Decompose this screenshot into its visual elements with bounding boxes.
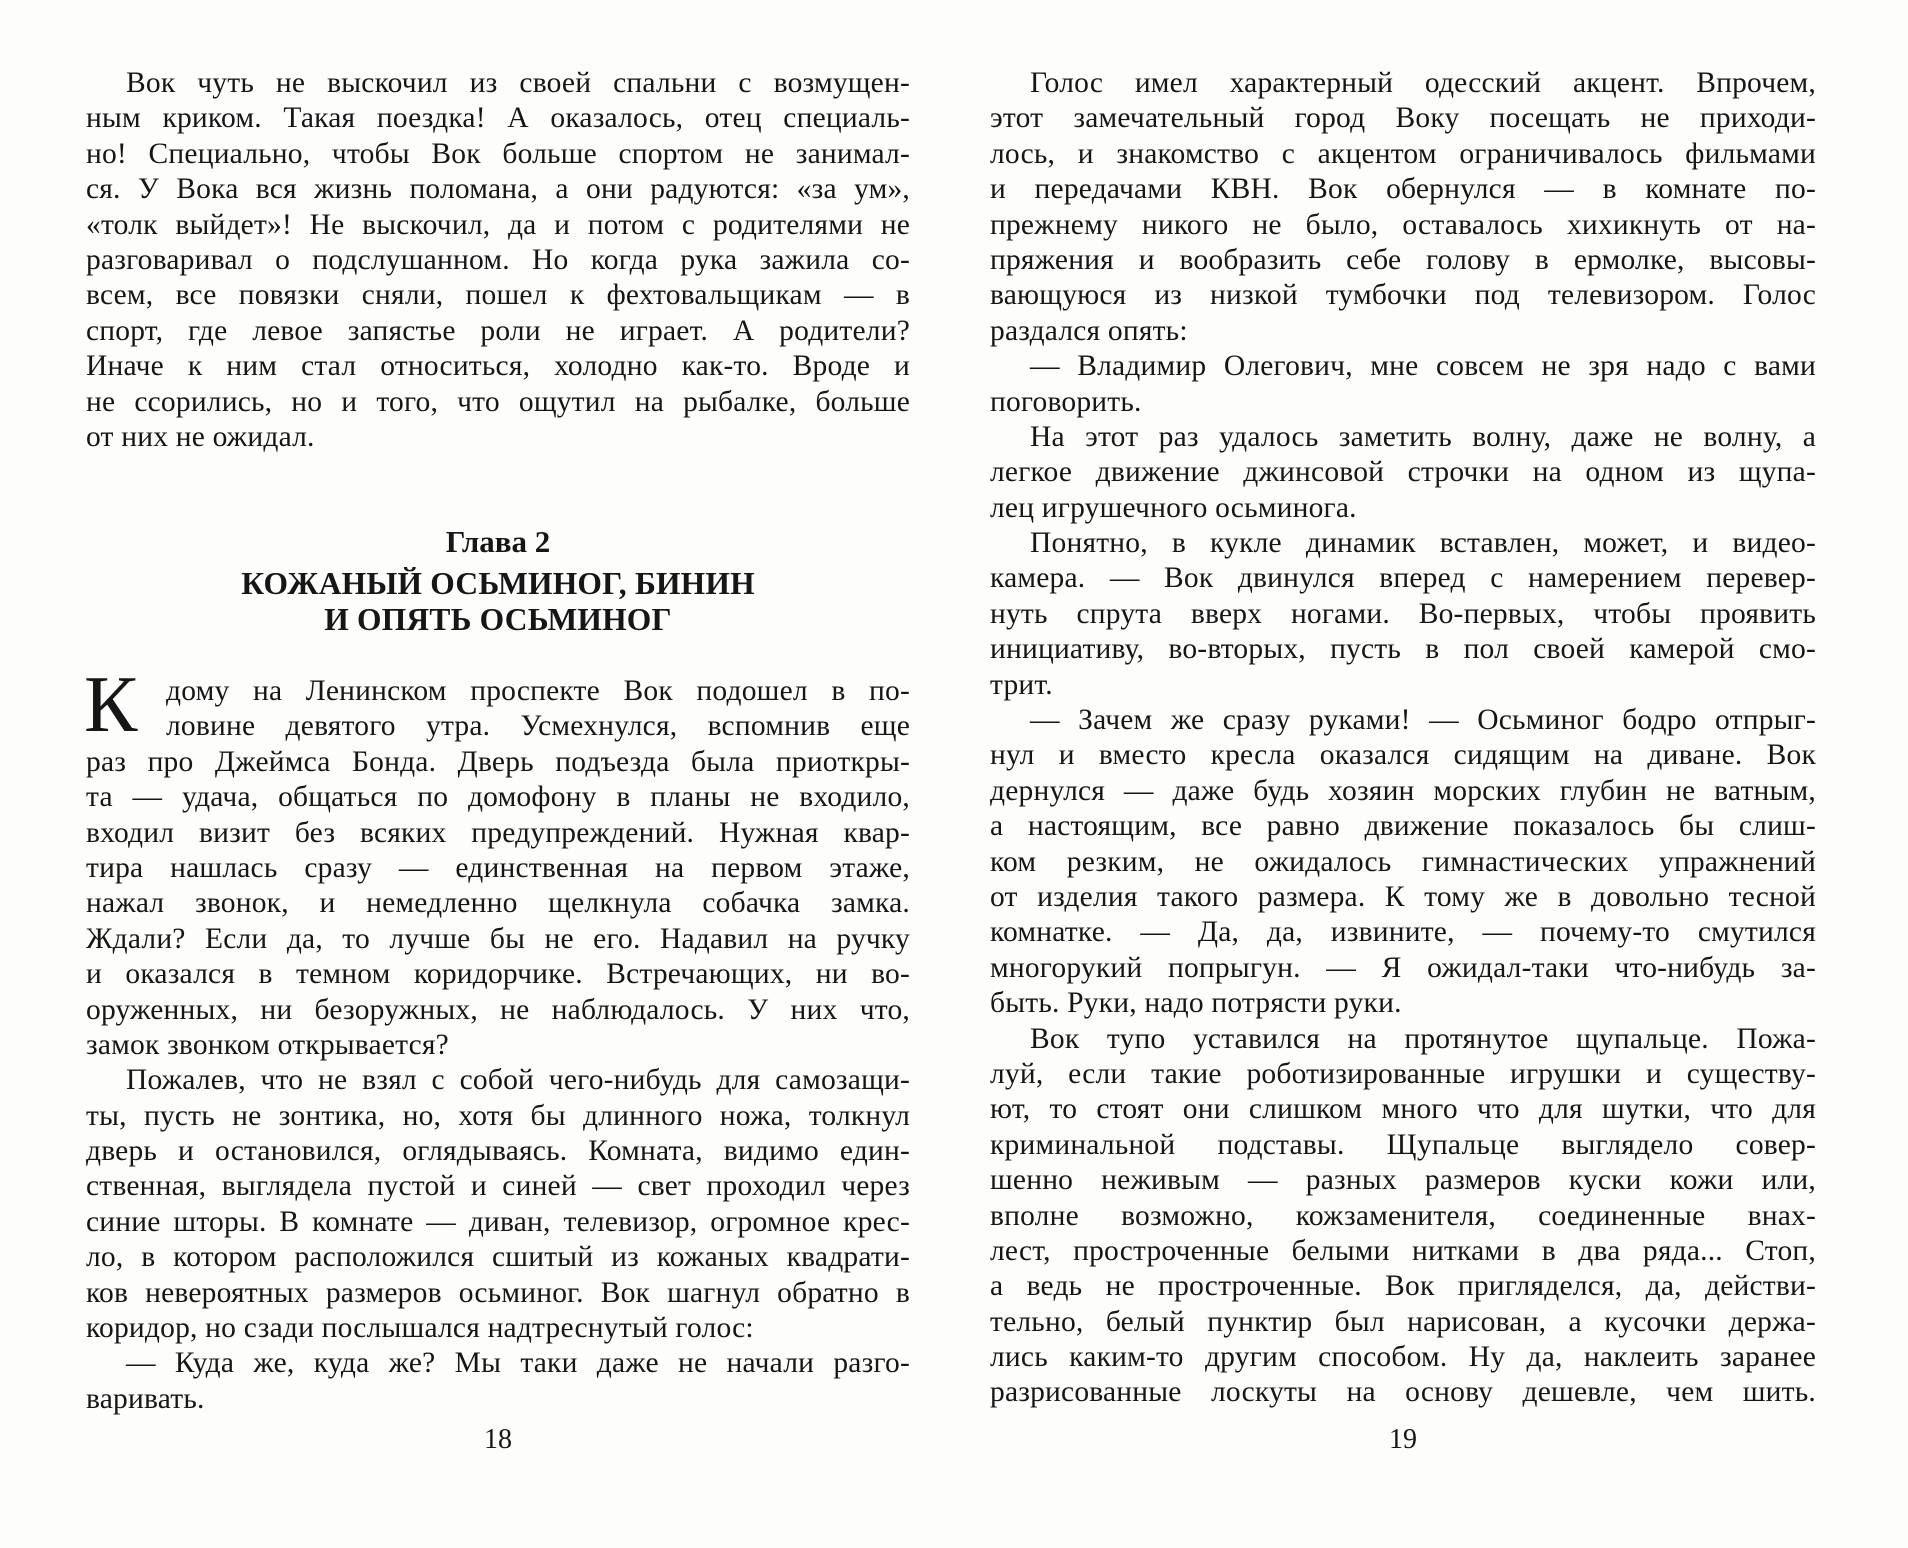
text-line: — Зачем же сразу руками! — Осьминог бодро отпрыг- <box>1030 704 1816 737</box>
text-line: многорукий попрыгун. — Я ожидал-таки что-нибудь за- <box>990 951 1816 984</box>
text-line: На этот раз удалось заметить волну, даже не волну, а <box>1030 420 1816 453</box>
text-line: раз про Джеймса Бонда. Дверь подъезда была приоткры- <box>86 745 910 778</box>
text-line: Вок тупо уставился на протянутое щупальце. Пожа- <box>1030 1022 1816 1055</box>
text-line: всем, все повязки сняли, пошел к фехтовальщикам — в <box>86 279 910 312</box>
paragraph <box>990 66 1816 1411</box>
page-number-right: 19 <box>1389 1424 1417 1455</box>
text-line: ственная, выглядела пустой и синей — свет проходил через <box>86 1170 910 1203</box>
text-line: камера. — Вок двинулся вперед с намерением перевер- <box>990 562 1816 595</box>
text-line: тира нашлась сразу — единственная на первом этаже, <box>86 851 910 884</box>
text-line: Вок чуть не выскочил из своей спальни с возмущен- <box>126 67 910 99</box>
text-line: ют, то стоят они слишком много что для шутки, что для <box>990 1093 1816 1126</box>
paragraph-lines <box>86 674 910 1417</box>
text-line: прежнему никого не было, оставалось хихикнуть от на- <box>990 208 1816 241</box>
paragraph <box>84 661 910 1417</box>
text-line: лец игрушечного осьминога. <box>990 491 1357 524</box>
text-line: дверь и остановился, оглядываясь. Комната, видимо един- <box>86 1135 910 1168</box>
text-line: легкое движение джинсовой строчки на одном из щупа- <box>990 456 1816 489</box>
text-line: от них не ожидал. <box>86 420 315 453</box>
text-line: нул и вместо кресла оказался сидящим на диване. Вок <box>990 739 1816 772</box>
text-line: та — удача, общаться по домофону в планы не входило, <box>86 781 910 814</box>
text-line: пряжения и вообразить себе голову в ермолке, высовы- <box>990 243 1816 276</box>
text-line: коридор, но сзади послышался надтреснутый голос: <box>86 1312 754 1345</box>
text-line: «толк выйдет»! Не выскочил, да и потом с родителями не <box>86 208 910 241</box>
page-number-left: 18 <box>484 1424 512 1455</box>
text-line: быть. Руки, надо потрясти руки. <box>990 987 1402 1020</box>
text-line: а настоящим, все равно движение показалось бы слиш- <box>990 810 1816 843</box>
text-line: Пожалев, что не взял с собой чего-нибудь для самозащи- <box>126 1064 910 1097</box>
text-line: ком резким, не ожидалось гимнастических упражнений <box>990 845 1816 878</box>
text-line: шенно неживым — разных размеров куски кожи или, <box>990 1164 1816 1197</box>
text-line: ло, в котором расположился сшитый из кожаных квадрати- <box>86 1241 910 1274</box>
text-line: тельно, белый пунктир был нарисован, а кусочки держа- <box>990 1305 1816 1338</box>
text-line: а ведь не простроченные. Вок пригляделся, да, действи- <box>990 1270 1816 1303</box>
text-line: ся. У Вока вся жизнь поломана, а они радуются: «за ум», <box>86 173 910 206</box>
text-line: ков невероятных размеров осьминог. Вок шагнул обратно в <box>86 1276 910 1309</box>
text-line: этот замечательный город Воку посещать не приходи- <box>990 102 1816 135</box>
text-line: и передачами КВН. Вок обернулся — в комнате по- <box>990 173 1816 206</box>
chapter-kicker: Глава 2 <box>445 524 551 559</box>
text-line: ловине девятого утра. Усмехнулся, вспомнив еще <box>166 710 910 743</box>
text-line: лест, простроченные белыми нитками в два ряда... Стоп, <box>990 1234 1816 1267</box>
text-line: раздался опять: <box>990 314 1188 347</box>
text-line: криминальной подставы. Щупальце выглядело совер- <box>990 1128 1816 1161</box>
text-line: Понятно, в кукле динамик вставлен, может, и видео- <box>1030 527 1816 560</box>
text-line: не ссорились, но и того, что ощутил на рыбалке, больше <box>86 385 910 418</box>
text-line: КОЖАНЫЙ ОСЬМИНОГ, БИНИН <box>241 566 755 601</box>
text-line: от изделия такого размера. К тому же в довольно тесной <box>990 880 1816 913</box>
text-line: Иначе к ним стал относиться, холодно как-то. Вроде и <box>86 350 910 383</box>
text-line: и оказался в темном коридорчике. Встречающих, ни во- <box>86 958 910 991</box>
page-left <box>86 0 910 1548</box>
text-line: ты, пусть не зонтика, но, хотя бы длинного ножа, толкнул <box>86 1099 910 1132</box>
text-line: — Владимир Олегович, мне совсем не зря надо с вами <box>1030 350 1816 383</box>
paragraph <box>86 66 910 455</box>
text-line: — Куда же, куда же? Мы таки даже не начали разго- <box>126 1347 910 1380</box>
text-line: входил визит без всяких предупреждений. Нужная квар- <box>86 816 910 849</box>
text-line: Ждали? Если да, то лучше бы не его. Надавил на ручку <box>86 922 910 955</box>
text-line: лось, и знакомство с акцентом ограничивалось фильмами <box>990 137 1816 170</box>
text-line: замок звонком открывается? <box>86 1028 449 1061</box>
text-line: луй, если такие роботизированные игрушки и существу- <box>990 1057 1816 1090</box>
text-line: вающуюся из низкой тумбочки под телевизором. Голос <box>990 279 1816 312</box>
chapter-title <box>86 566 910 638</box>
text-line: но! Специально, чтобы Вок больше спортом не занимал- <box>86 137 910 170</box>
text-line: поговорить. <box>990 385 1142 418</box>
page-right <box>990 0 1816 1548</box>
text-line: нуть спрута вверх ногами. Во-первых, чтобы проявить <box>990 597 1816 630</box>
text-line: И ОПЯТЬ ОСЬМИНОГ <box>324 602 672 637</box>
text-line: вполне возможно, кожзаменителя, соединенные внах- <box>990 1199 1816 1232</box>
text-line: Голос имел характерный одесский акцент. Впрочем, <box>1030 67 1816 99</box>
text-line: нажал звонок, и немедленно щелкнула собачка замка. <box>86 887 910 920</box>
text-line: оруженных, ни безоружных, не наблюдалось. У них что, <box>86 993 910 1026</box>
text-line: инициативу, во-вторых, пусть в пол своей камерой смо- <box>990 633 1816 666</box>
text-line: лись каким-то другим способом. Ну да, наклеить заранее <box>990 1341 1816 1374</box>
text-line: спорт, где левое запястье роли не играет. А родители? <box>86 314 910 347</box>
text-line: разговаривал о подслушанном. Но когда рука зажила со- <box>86 243 910 276</box>
text-line: дому на Ленинском проспекте Вок подошел в по- <box>166 675 910 707</box>
text-line: разрисованные лоскуты на основу дешевле, чем шить. <box>990 1376 1816 1409</box>
text-line: ным криком. Такая поездка! А оказалось, отец специаль- <box>86 102 910 135</box>
drop-cap: К <box>84 661 138 749</box>
text-line: трит. <box>990 668 1053 701</box>
text-line: варивать. <box>86 1382 205 1415</box>
text-line: синие шторы. В комнате — диван, телевизор, огромное крес- <box>86 1205 910 1238</box>
text-line: дернулся — даже будь хозяин морских глубин не ватным, <box>990 774 1816 807</box>
text-line: комнатке. — Да, да, извините, — почему-то смутился <box>990 916 1816 949</box>
